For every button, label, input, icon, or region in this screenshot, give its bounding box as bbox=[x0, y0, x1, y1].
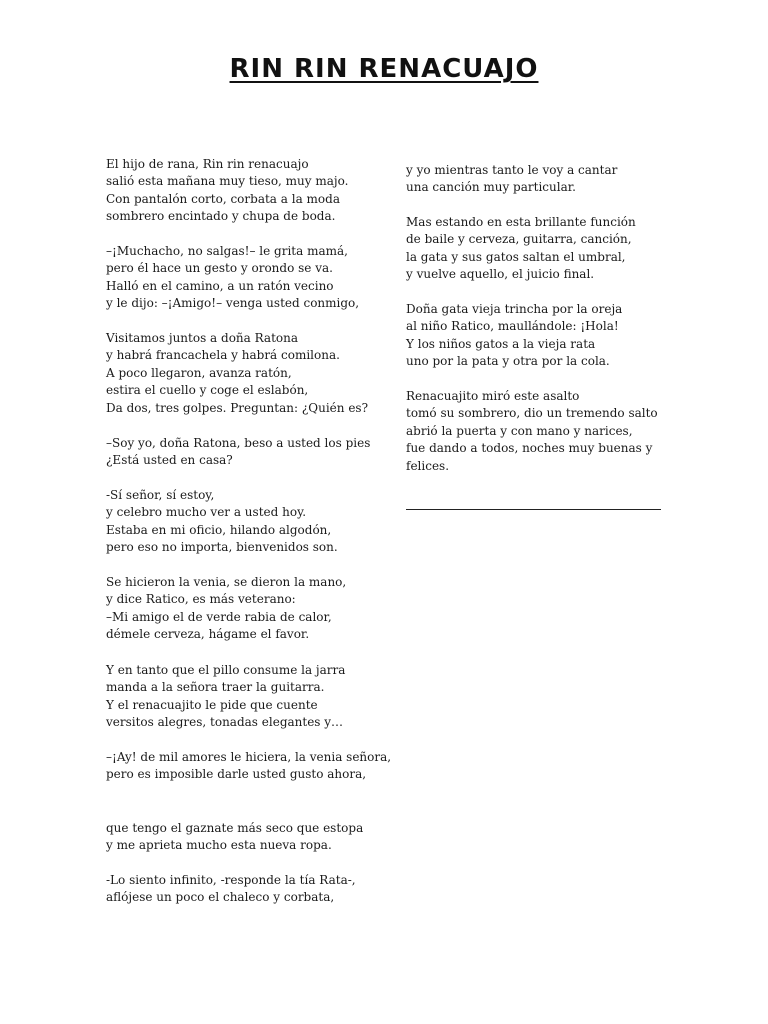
poem-line: aflójese un poco el chaleco y corbata, bbox=[106, 890, 335, 905]
divider-rule bbox=[406, 509, 661, 510]
poem-line: y celebro mucho ver a usted hoy. bbox=[106, 505, 307, 520]
poem-title: RIN RIN RENACUAJO bbox=[229, 54, 539, 84]
poem-line: Doña gata vieja trincha por la oreja bbox=[406, 302, 623, 316]
poem-line: A poco llegaron, avanza ratón, bbox=[106, 365, 292, 380]
poem-line: pero él hace un gesto y orondo se va. bbox=[106, 261, 333, 276]
poem-line: la gata y sus gatos saltan el umbral, bbox=[406, 249, 626, 264]
poem-line: tomó su sombrero, dio un tremendo salto bbox=[406, 406, 658, 421]
stanza bbox=[106, 330, 396, 417]
poem-line: sombrero encintado y chupa de boda. bbox=[106, 209, 336, 224]
poem-line: y dice Ratico, es más veterano: bbox=[106, 592, 296, 607]
poem-line: uno por la pata y otra por la cola. bbox=[406, 354, 610, 369]
poem-line: Renacuajito miró este asalto bbox=[406, 389, 580, 403]
poem-line: Se hicieron la venia, se dieron la mano, bbox=[106, 575, 347, 589]
poem-line: estira el cuello y coge el eslabón, bbox=[106, 383, 309, 398]
poem-line: salió esta mañana muy tieso, muy majo. bbox=[106, 174, 349, 189]
stanza bbox=[406, 301, 676, 371]
stanza bbox=[106, 749, 396, 784]
poem-line: pero es imposible darle usted gusto ahora, bbox=[106, 767, 367, 782]
poem-line: –¡Ay! de mil amores le hiciera, la venia señora, bbox=[106, 750, 392, 764]
poem-line: y le dijo: –¡Amigo!– venga usted conmigo, bbox=[106, 296, 360, 311]
poem-line: Halló en el camino, a un ratón vecino bbox=[106, 278, 334, 293]
poem-line: Con pantalón corto, corbata a la moda bbox=[106, 191, 340, 206]
stanza bbox=[106, 243, 396, 313]
poem-line: pero eso no importa, bienvenidos son. bbox=[106, 540, 338, 555]
poem-line: El hijo de rana, Rin rin renacuajo bbox=[106, 157, 309, 171]
stanza bbox=[106, 662, 396, 732]
poem-line: Mas estando en esta brillante función bbox=[406, 215, 636, 229]
poem-line: –Mi amigo el de verde rabia de calor, bbox=[106, 609, 332, 624]
poem-line: felices. bbox=[406, 458, 450, 473]
stanza bbox=[406, 214, 676, 284]
stanza bbox=[406, 162, 676, 197]
poem-line: ¿Está usted en casa? bbox=[106, 453, 233, 468]
stanza bbox=[106, 574, 396, 644]
poem-line: Visitamos juntos a doña Ratona bbox=[106, 331, 299, 345]
stanza bbox=[406, 388, 676, 475]
poem-line: Da dos, tres golpes. Preguntan: ¿Quién es? bbox=[106, 400, 369, 415]
poem-line: -Sí señor, sí estoy, bbox=[106, 488, 215, 502]
poem-line: –Soy yo, doña Ratona, beso a usted los pies bbox=[106, 436, 371, 450]
poem-line: al niño Ratico, maullándole: ¡Hola! bbox=[406, 319, 619, 334]
poem-line: y me aprieta mucho esta nueva ropa. bbox=[106, 838, 332, 853]
poem-line: de baile y cerveza, guitarra, canción, bbox=[406, 232, 632, 247]
poem-line: manda a la señora traer la guitarra. bbox=[106, 680, 325, 695]
poem-line: Estaba en mi oficio, hilando algodón, bbox=[106, 522, 332, 537]
poem-line: una canción muy particular. bbox=[406, 180, 576, 195]
poem-line: Y el renacuajito le pide que cuente bbox=[106, 697, 318, 712]
poem-line: y yo mientras tanto le voy a cantar bbox=[406, 163, 618, 177]
poem-line: Y en tanto que el pillo consume la jarra bbox=[106, 663, 346, 677]
poem-line: abrió la puerta y con mano y narices, bbox=[406, 423, 633, 438]
poem-line: –¡Muchacho, no salgas!– le grita mamá, bbox=[106, 244, 348, 258]
poem-line: versitos alegres, tonadas elegantes y… bbox=[106, 715, 344, 730]
poem-line: démele cerveza, hágame el favor. bbox=[106, 627, 310, 642]
poem-line: y vuelve aquello, el juicio final. bbox=[406, 267, 595, 282]
poem-line: que tengo el gaznate más seco que estopa bbox=[106, 821, 364, 835]
poem-line: Y los niños gatos a la vieja rata bbox=[406, 336, 596, 351]
poem-line: -Lo siento infinito, -responde la tía Rata-, bbox=[106, 873, 356, 887]
poem-line: y habrá francachela y habrá comilona. bbox=[106, 348, 340, 363]
stanza bbox=[106, 872, 396, 907]
poem-line: fue dando a todos, noches muy buenas y bbox=[406, 441, 653, 456]
stanza bbox=[106, 820, 396, 855]
stanza bbox=[106, 435, 396, 470]
stanza bbox=[106, 487, 396, 557]
stanza bbox=[106, 156, 396, 226]
